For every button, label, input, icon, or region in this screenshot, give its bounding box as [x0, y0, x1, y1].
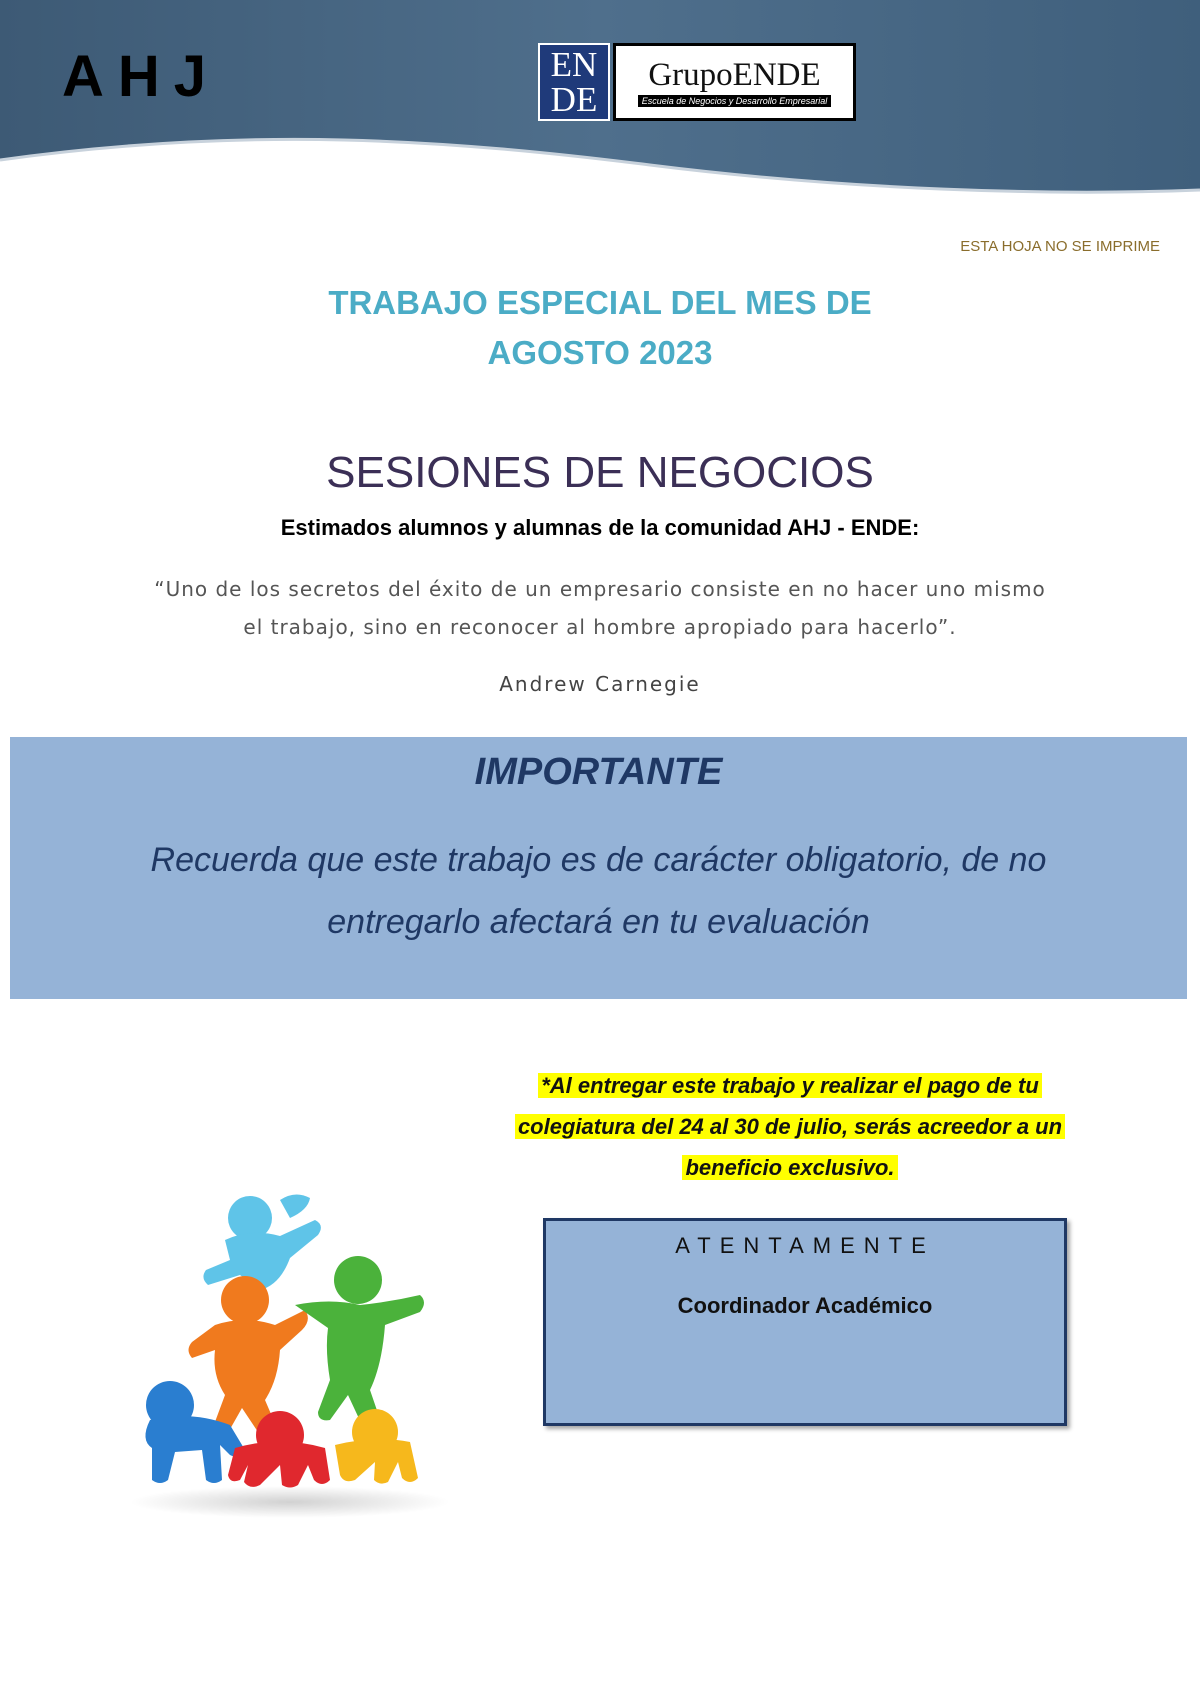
grupo-ende-logo — [538, 43, 856, 121]
benefit-note — [470, 1065, 1110, 1188]
benefit-line3: beneficio exclusivo. — [682, 1155, 897, 1180]
important-line2: entregarlo afectará en tu evaluación — [327, 903, 870, 941]
important-box — [10, 737, 1187, 999]
ahj-logo — [62, 44, 382, 104]
ende-logo-name: GrupoENDE — [648, 57, 821, 93]
signature-box — [543, 1218, 1067, 1426]
ende-logo-line1: EN — [550, 45, 598, 84]
benefit-line1: *Al entregar este trabajo y realizar el pago de tu — [538, 1073, 1042, 1098]
ende-logo-name-box — [613, 43, 856, 121]
important-title: IMPORTANTE — [474, 751, 723, 793]
ende-logo-line2: DE — [550, 80, 598, 119]
important-line1: Recuerda que este trabajo es de carácter obligatorio, de no — [150, 841, 1047, 879]
ende-logo-tagline: Escuela de Negocios y Desarrollo Empresarial — [638, 95, 832, 107]
yellow-figure — [335, 1409, 418, 1484]
quote-line1: “Uno de los secretos del éxito de un empresario consiste en no hacer uno mismo — [154, 577, 1046, 601]
benefit-line2: colegiatura del 24 al 30 de julio, serás acreedor a un — [515, 1114, 1065, 1139]
section-title: SESIONES DE NEGOCIOS — [326, 448, 874, 497]
quote-author: Andrew Carnegie — [499, 672, 701, 696]
red-figure — [228, 1411, 330, 1488]
signature-name: Coordinador Académico — [677, 1293, 933, 1318]
page-title-line2: AGOSTO 2023 — [487, 334, 713, 371]
ahj-logo-text: AHJ — [62, 44, 221, 104]
quote-line2: el trabajo, sino en reconocer al hombre apropiado para hacerlo”. — [243, 615, 957, 639]
greeting: Estimados alumnos y alumnas de la comunidad AHJ - ENDE: — [280, 515, 920, 540]
light-blue-figure — [203, 1194, 320, 1290]
page-title-line1: TRABAJO ESPECIAL DEL MES DE — [328, 284, 872, 321]
teamwork-figures-illustration — [130, 1180, 460, 1520]
page-title — [200, 278, 1000, 378]
quote — [120, 570, 1080, 646]
ende-logo-box — [538, 43, 610, 121]
no-print-notice: ESTA HOJA NO SE IMPRIME — [960, 238, 1160, 255]
green-figure — [295, 1256, 424, 1429]
signature-title: ATENTAMENTE — [675, 1233, 935, 1258]
important-text — [50, 829, 1147, 953]
